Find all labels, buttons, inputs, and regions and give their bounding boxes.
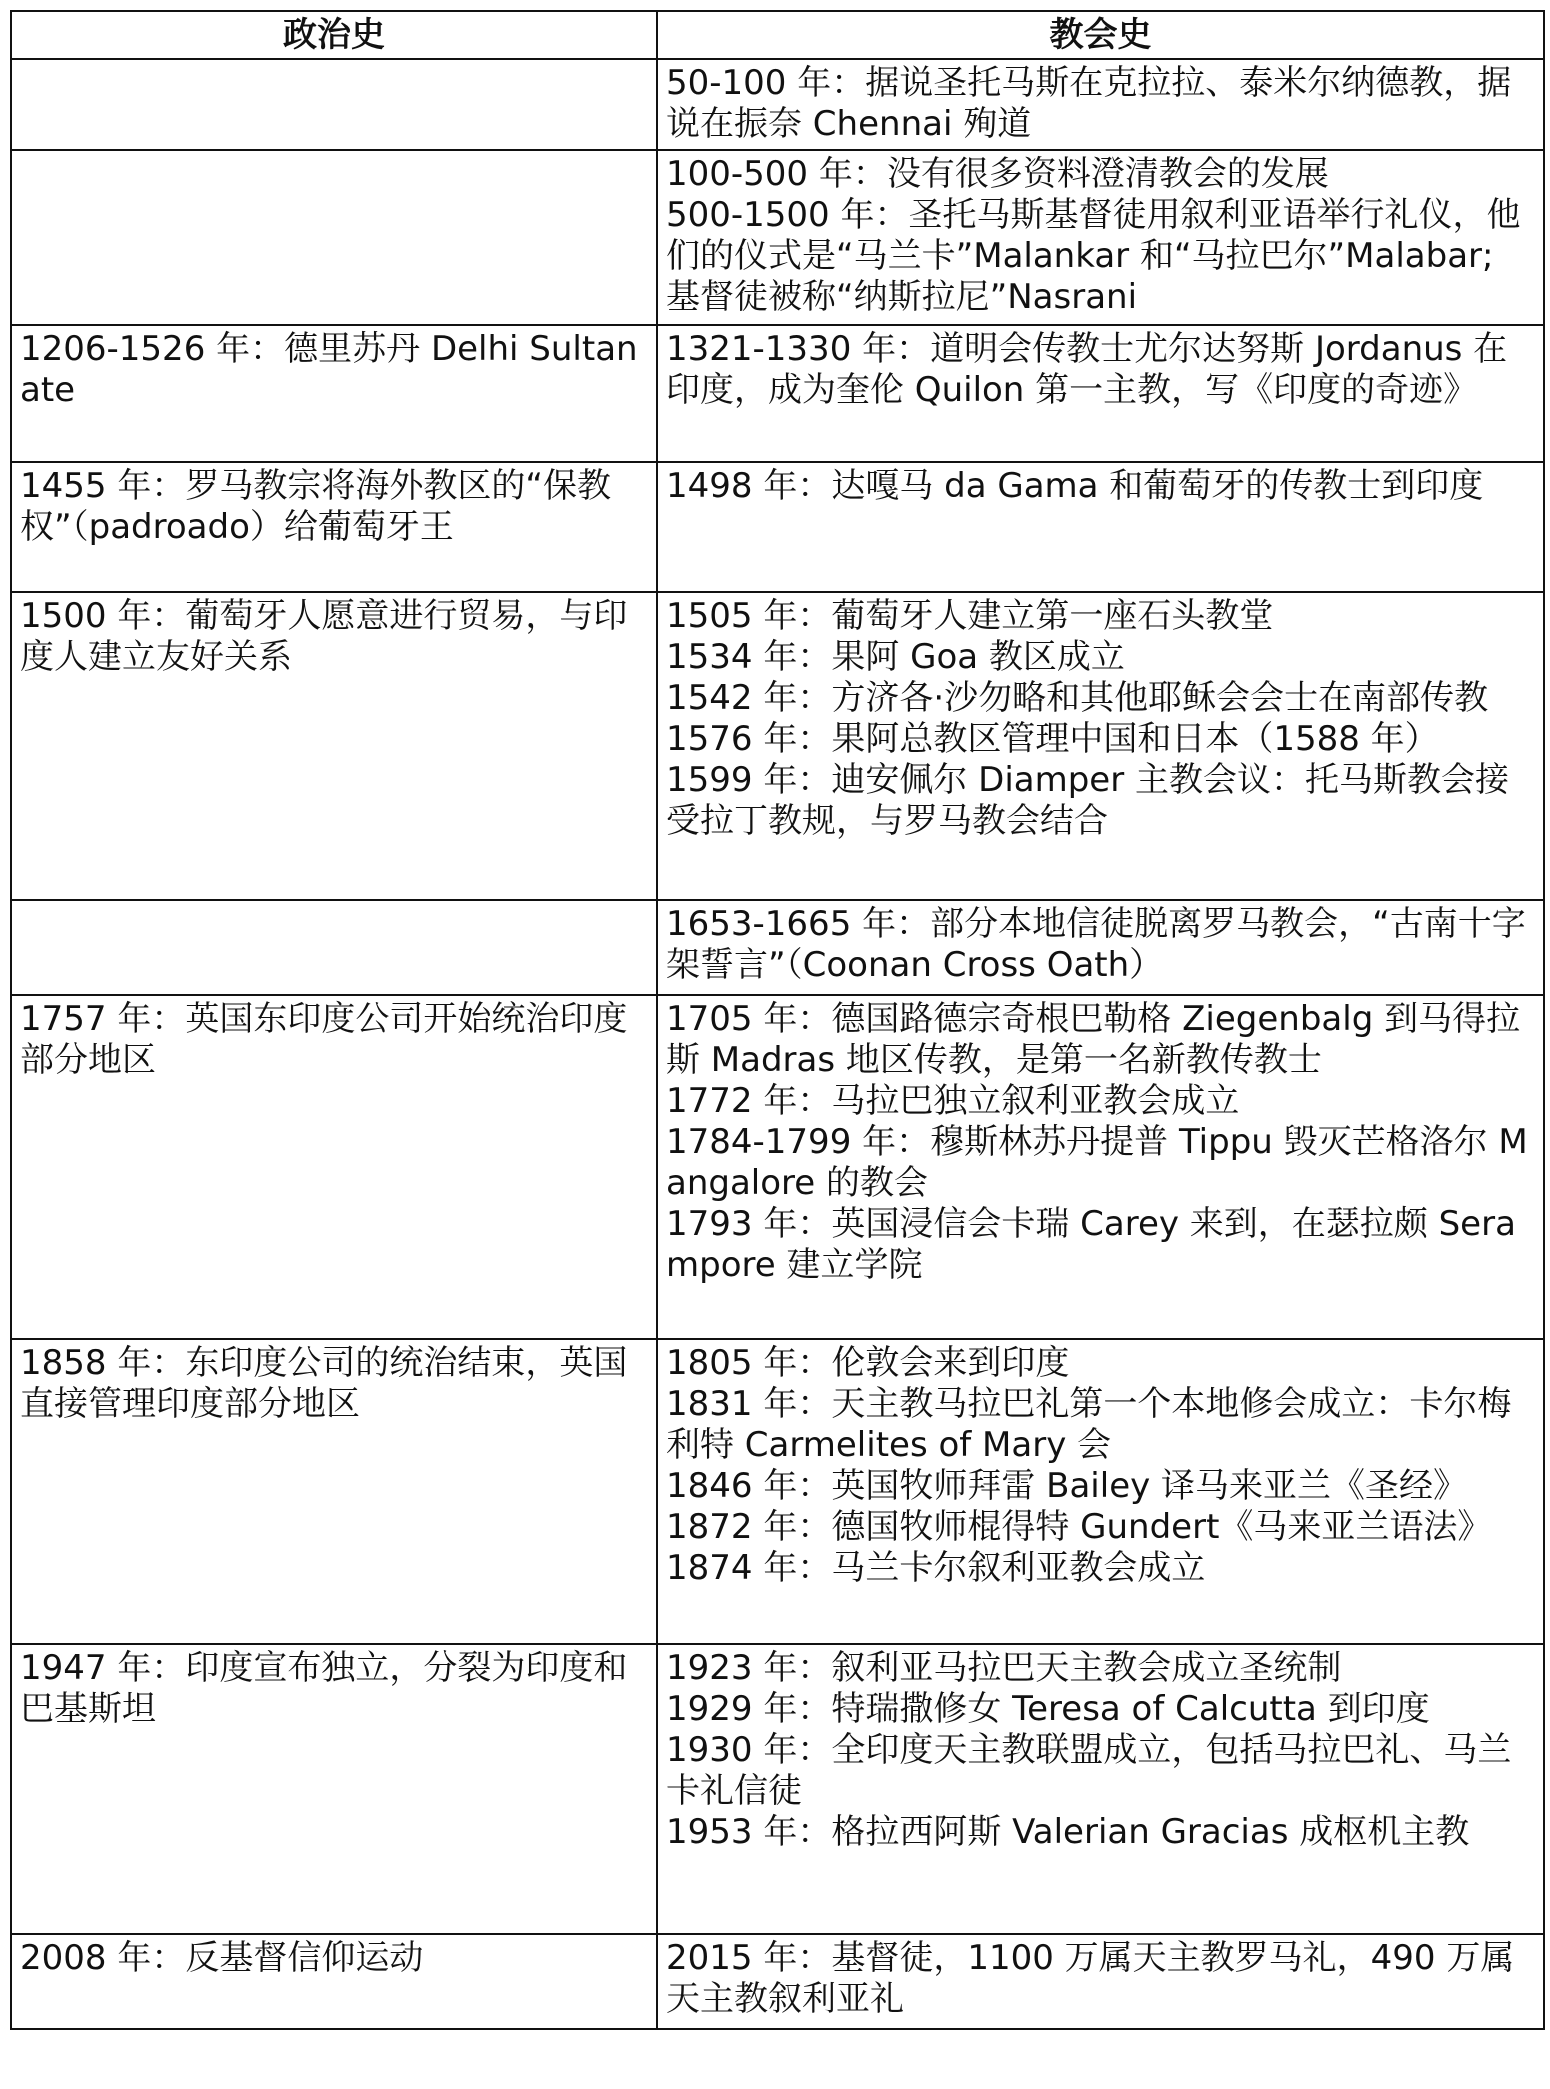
table-row: [11, 592, 1544, 900]
church-cell: 100-500 年：没有很多资料澄清教会的发展 500-1500 年：圣托马斯基督徒用叙利亚语举行礼仪，他们的仪式是“马兰卡”Malankar 和“马拉巴尔”Malabar; 基督徒被称“纳斯拉尼”Nasrani: [657, 150, 1544, 325]
political-cell: 1455 年：罗马教宗将海外教区的“保教权”（padroado）给葡萄牙王: [11, 462, 657, 592]
political-cell: 1500 年：葡萄牙人愿意进行贸易，与印度人建立友好关系: [11, 592, 657, 900]
political-cell: 2008 年：反基督信仰运动: [11, 1934, 657, 2029]
table-row: [11, 1644, 1544, 1934]
table-row: [11, 59, 1544, 150]
header-row: [11, 11, 1544, 59]
church-cell: 1498 年：达嘎马 da Gama 和葡萄牙的传教士到印度: [657, 462, 1544, 592]
political-cell: [11, 59, 657, 150]
political-cell: [11, 150, 657, 325]
political-cell: [11, 900, 657, 995]
table-row: [11, 995, 1544, 1339]
political-cell: 1206-1526 年：德里苏丹 Delhi Sultanate: [11, 325, 657, 462]
political-cell: 1858 年：东印度公司的统治结束，英国直接管理印度部分地区: [11, 1339, 657, 1644]
church-cell: 50-100 年：据说圣托马斯在克拉拉、泰米尔纳德教，据说在振奈 Chennai 殉道: [657, 59, 1544, 150]
church-cell: 1653-1665 年：部分本地信徒脱离罗马教会，“古南十字架誓言”（Coonan Cross Oath）: [657, 900, 1544, 995]
table-row: [11, 1339, 1544, 1644]
church-cell: 1805 年：伦敦会来到印度 1831 年：天主教马拉巴礼第一个本地修会成立：卡尔梅利特 Carmelites of Mary 会 1846 年：英国牧师拜雷 Bailey 译马来亚兰《圣经》 1872 年：德国牧师棍得特 Gundert《马来亚兰语法》 1874 年：马兰卡尔叙利亚教会成立: [657, 1339, 1544, 1644]
table-row: [11, 325, 1544, 462]
political-history-header: 政治史: [11, 11, 657, 59]
political-cell: 1947 年：印度宣布独立，分裂为印度和巴基斯坦: [11, 1644, 657, 1934]
church-cell: 1705 年：德国路德宗奇根巴勒格 Ziegenbalg 到马得拉斯 Madras 地区传教，是第一名新教传教士 1772 年：马拉巴独立叙利亚教会成立 1784-1799 年：穆斯林苏丹提普 Tippu 毁灭芒格洛尔 Mangalore 的教会 1793 年：英国浸信会卡瑞 Carey 来到，在瑟拉颇 Serampore 建立学院: [657, 995, 1544, 1339]
table-row: [11, 462, 1544, 592]
table-row: [11, 1934, 1544, 2029]
table-row: [11, 150, 1544, 325]
church-cell: 1321-1330 年：道明会传教士尤尔达努斯 Jordanus 在印度，成为奎伦 Quilon 第一主教，写《印度的奇迹》: [657, 325, 1544, 462]
church-history-header: 教会史: [657, 11, 1544, 59]
table-row: [11, 900, 1544, 995]
church-cell: 1505 年：葡萄牙人建立第一座石头教堂 1534 年：果阿 Goa 教区成立 1542 年：方济各·沙勿略和其他耶稣会会士在南部传教 1576 年：果阿总教区管理中国和日本（1588 年） 1599 年：迪安佩尔 Diamper 主教会议：托马斯教会接受拉丁教规，与罗马教会结合: [657, 592, 1544, 900]
church-cell: 1923 年：叙利亚马拉巴天主教会成立圣统制 1929 年：特瑞撒修女 Teresa of Calcutta 到印度 1930 年：全印度天主教联盟成立，包括马拉巴礼、马兰卡礼信徒 1953 年：格拉西阿斯 Valerian Gracias 成枢机主教: [657, 1644, 1544, 1934]
history-table: [10, 10, 1545, 2030]
church-cell: 2015 年：基督徒，1100 万属天主教罗马礼，490 万属天主教叙利亚礼: [657, 1934, 1544, 2029]
political-cell: 1757 年：英国东印度公司开始统治印度部分地区: [11, 995, 657, 1339]
